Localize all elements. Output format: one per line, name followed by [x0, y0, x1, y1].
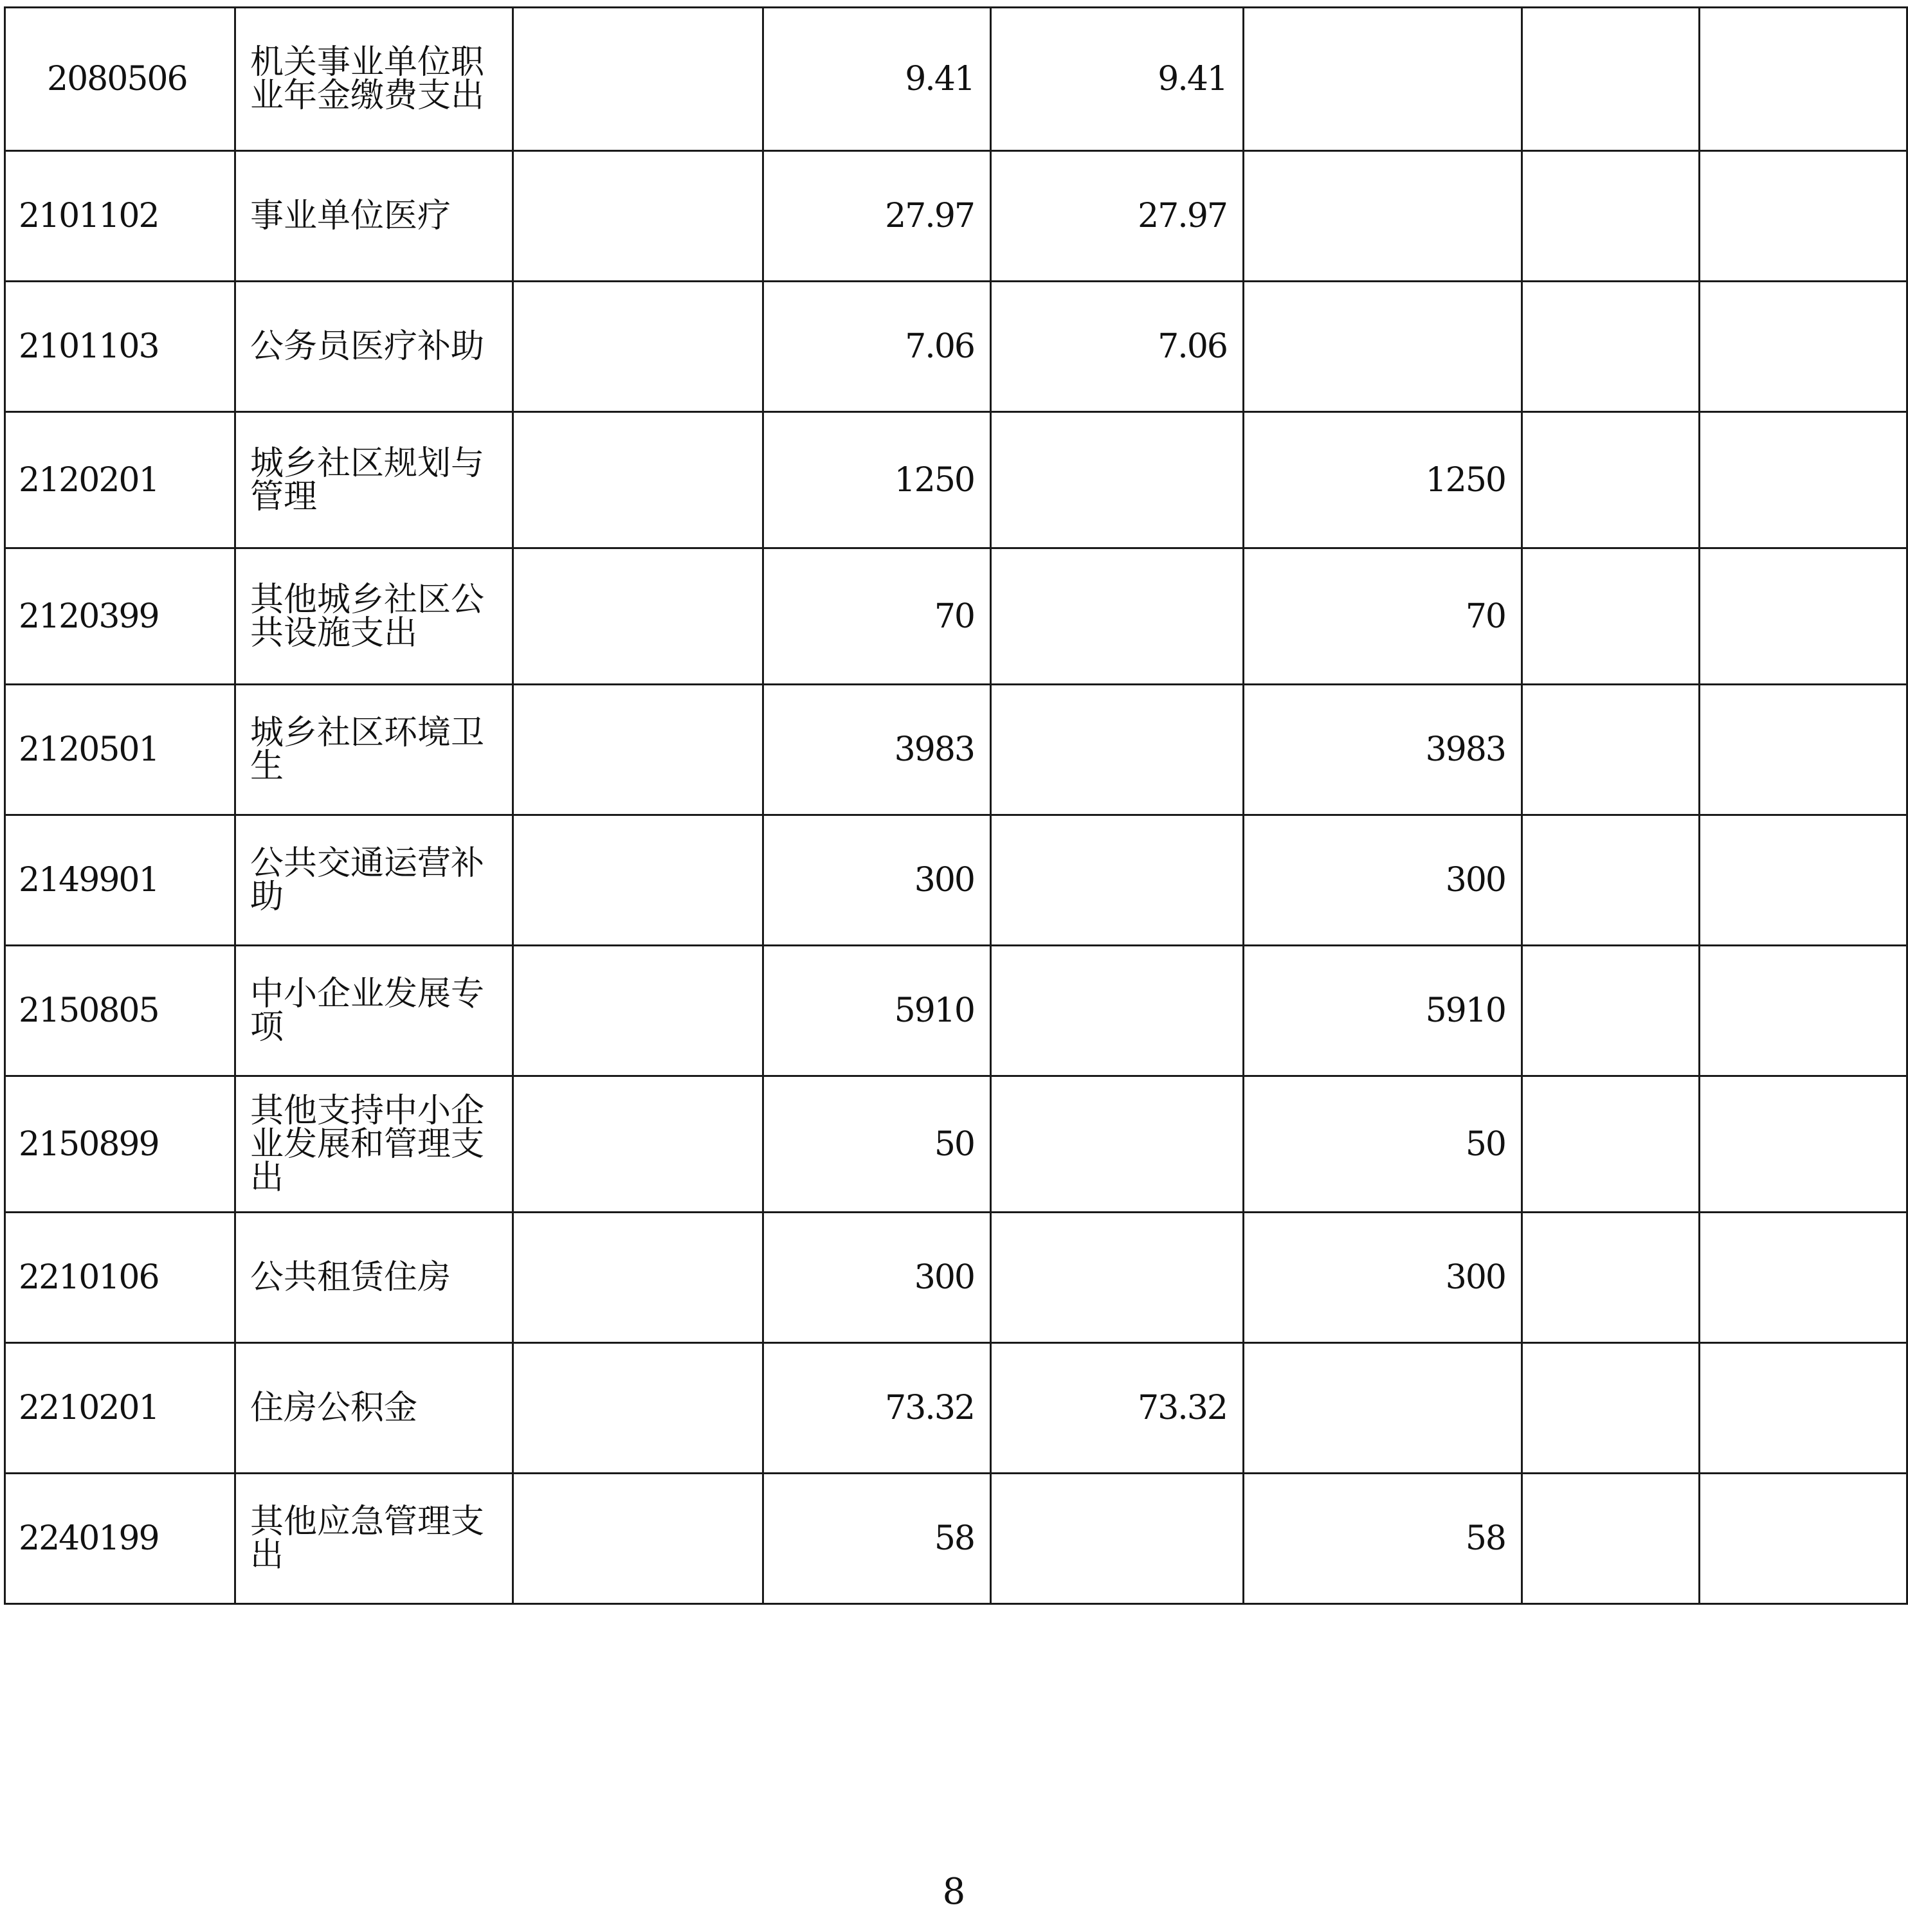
basic-amount	[991, 815, 1244, 946]
empty-cell	[1522, 548, 1700, 685]
empty-cell	[1700, 1474, 1907, 1604]
empty-cell	[1522, 1474, 1700, 1604]
table-row	[5, 548, 1907, 685]
table-row	[5, 685, 1907, 815]
subject-code: 2120399	[5, 548, 235, 685]
subject-code: 2150899	[5, 1076, 235, 1213]
table-row	[5, 282, 1907, 412]
total-amount: 300	[763, 1213, 991, 1343]
subject-name: 其他应急管理支出	[235, 1474, 513, 1604]
subject-name: 其他支持中小企业发展和管理支出	[235, 1076, 513, 1213]
subject-code: 2149901	[5, 815, 235, 946]
empty-cell	[1522, 685, 1700, 815]
project-amount: 1250	[1244, 412, 1522, 548]
subject-name: 机关事业单位职业年金缴费支出	[235, 8, 513, 151]
basic-amount	[991, 548, 1244, 685]
empty-cell	[513, 1474, 763, 1604]
project-amount: 70	[1244, 548, 1522, 685]
table-row	[5, 412, 1907, 548]
total-amount: 70	[763, 548, 991, 685]
basic-amount: 73.32	[991, 1343, 1244, 1474]
total-amount: 73.32	[763, 1343, 991, 1474]
basic-amount: 9.41	[991, 8, 1244, 151]
subject-name: 城乡社区规划与管理	[235, 412, 513, 548]
empty-cell	[1522, 282, 1700, 412]
subject-code: 2080506	[5, 8, 235, 151]
basic-amount	[991, 946, 1244, 1076]
table-row	[5, 1213, 1907, 1343]
page-number: 8	[942, 1871, 966, 1913]
empty-cell	[1522, 412, 1700, 548]
empty-cell	[1522, 151, 1700, 282]
subject-code: 2210201	[5, 1343, 235, 1474]
empty-cell	[1700, 1076, 1907, 1213]
project-amount: 58	[1244, 1474, 1522, 1604]
empty-cell	[1700, 8, 1907, 151]
project-amount	[1244, 151, 1522, 282]
project-amount: 300	[1244, 1213, 1522, 1343]
empty-cell	[1522, 1213, 1700, 1343]
subject-name: 城乡社区环境卫生	[235, 685, 513, 815]
subject-name: 公共租赁住房	[235, 1213, 513, 1343]
empty-cell	[513, 151, 763, 282]
subject-code: 2210106	[5, 1213, 235, 1343]
total-amount: 58	[763, 1474, 991, 1604]
basic-amount	[991, 1076, 1244, 1213]
subject-name: 事业单位医疗	[235, 151, 513, 282]
subject-name: 公务员医疗补助	[235, 282, 513, 412]
empty-cell	[1700, 151, 1907, 282]
table-row	[5, 151, 1907, 282]
empty-cell	[1522, 1343, 1700, 1474]
subject-code: 2120501	[5, 685, 235, 815]
empty-cell	[1522, 1076, 1700, 1213]
project-amount	[1244, 1343, 1522, 1474]
empty-cell	[1700, 548, 1907, 685]
project-amount: 3983	[1244, 685, 1522, 815]
empty-cell	[513, 8, 763, 151]
budget-table	[4, 6, 1908, 1605]
total-amount: 300	[763, 815, 991, 946]
basic-amount: 7.06	[991, 282, 1244, 412]
budget-table-container	[4, 6, 1906, 1605]
empty-cell	[1700, 815, 1907, 946]
empty-cell	[513, 282, 763, 412]
total-amount: 50	[763, 1076, 991, 1213]
subject-name: 公共交通运营补助	[235, 815, 513, 946]
empty-cell	[1700, 1343, 1907, 1474]
empty-cell	[1522, 815, 1700, 946]
empty-cell	[513, 815, 763, 946]
table-row	[5, 1474, 1907, 1604]
empty-cell	[513, 1213, 763, 1343]
project-amount	[1244, 8, 1522, 151]
empty-cell	[513, 1076, 763, 1213]
subject-code: 2120201	[5, 412, 235, 548]
subject-code: 2101103	[5, 282, 235, 412]
total-amount: 1250	[763, 412, 991, 548]
project-amount	[1244, 282, 1522, 412]
subject-name: 中小企业发展专项	[235, 946, 513, 1076]
table-row	[5, 946, 1907, 1076]
empty-cell	[1700, 946, 1907, 1076]
empty-cell	[1700, 685, 1907, 815]
empty-cell	[1700, 412, 1907, 548]
total-amount: 7.06	[763, 282, 991, 412]
basic-amount	[991, 1474, 1244, 1604]
subject-name: 其他城乡社区公共设施支出	[235, 548, 513, 685]
subject-code: 2101102	[5, 151, 235, 282]
empty-cell	[1522, 8, 1700, 151]
table-row	[5, 1343, 1907, 1474]
basic-amount	[991, 685, 1244, 815]
project-amount: 5910	[1244, 946, 1522, 1076]
total-amount: 27.97	[763, 151, 991, 282]
empty-cell	[513, 946, 763, 1076]
empty-cell	[513, 548, 763, 685]
empty-cell	[513, 412, 763, 548]
empty-cell	[513, 1343, 763, 1474]
empty-cell	[1700, 1213, 1907, 1343]
table-row	[5, 1076, 1907, 1213]
empty-cell	[1700, 282, 1907, 412]
table-row	[5, 8, 1907, 151]
total-amount: 3983	[763, 685, 991, 815]
project-amount: 50	[1244, 1076, 1522, 1213]
subject-name: 住房公积金	[235, 1343, 513, 1474]
total-amount: 5910	[763, 946, 991, 1076]
project-amount: 300	[1244, 815, 1522, 946]
subject-code: 2150805	[5, 946, 235, 1076]
basic-amount: 27.97	[991, 151, 1244, 282]
empty-cell	[513, 685, 763, 815]
table-row	[5, 815, 1907, 946]
subject-code: 2240199	[5, 1474, 235, 1604]
basic-amount	[991, 412, 1244, 548]
basic-amount	[991, 1213, 1244, 1343]
empty-cell	[1522, 946, 1700, 1076]
total-amount: 9.41	[763, 8, 991, 151]
